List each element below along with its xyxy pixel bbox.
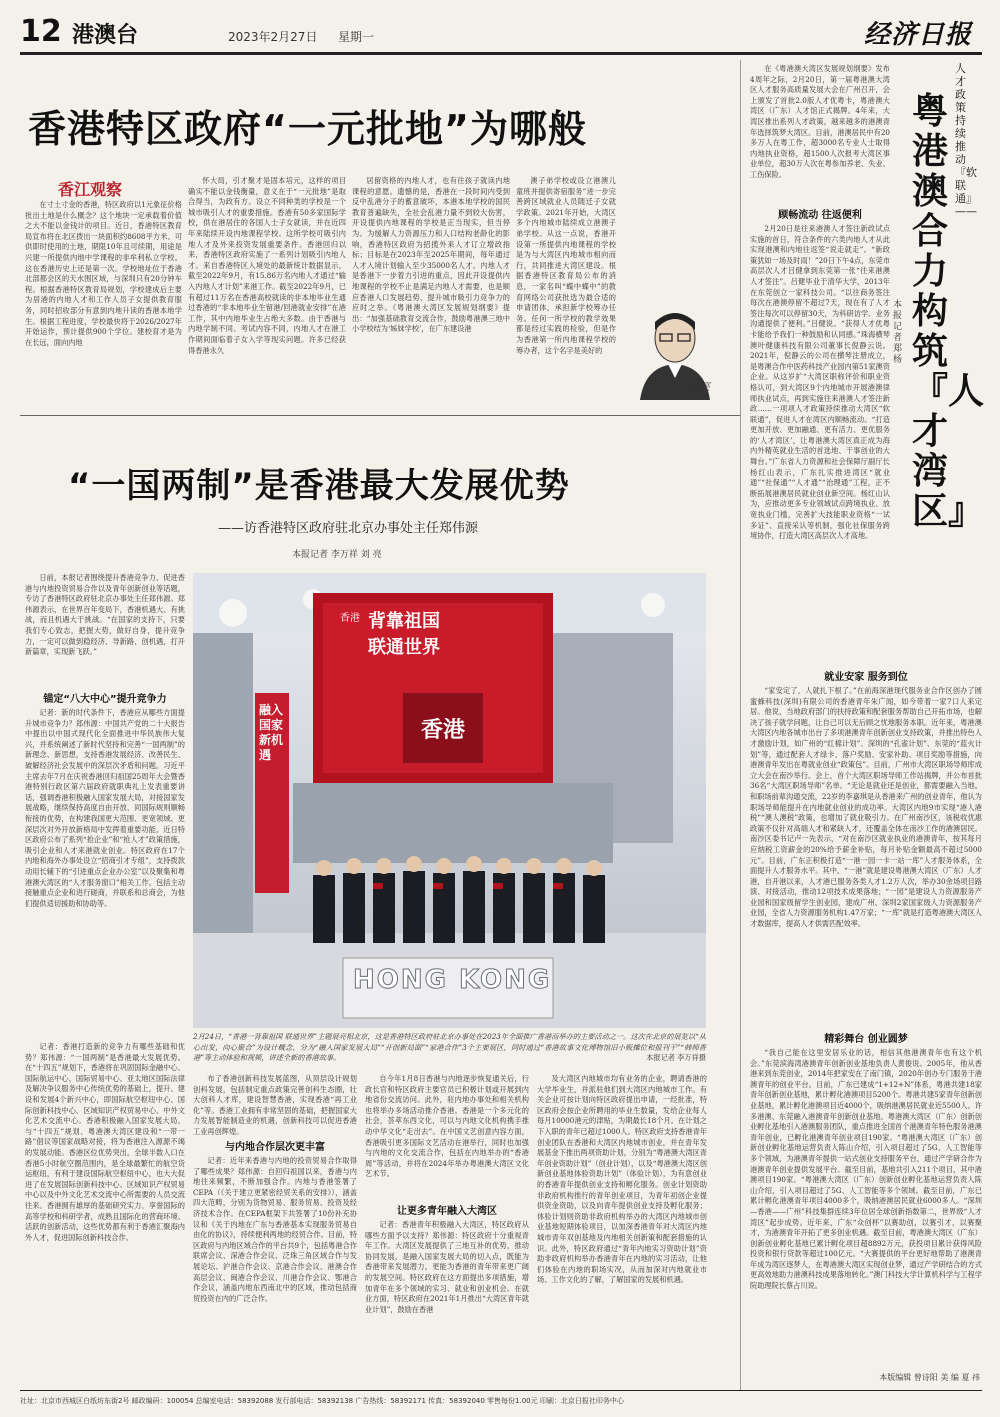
photo-caption (193, 1032, 706, 1072)
article2-sec1b-text: 记者：香港打造新的竞争力有哪些基础和优势？郑伟源：“一国两制”是香港最大发展优势。在“十四五”规划下，香港将在巩固国际金融中心、国际航运中心、国际贸易中心、亚太地区国际法律及解决争议服务中心传统优势的基础上，提升、建设和发展4个新兴中心，即国际航空枢纽中心、国际创新科技中心、区域知识产权贸易中心、中外文化艺术交流中心。香港积极融入国家发展大局，与“十四五”规划、粤港澳大湾区建设和“一带一路”倡议等国家战略对接，将为香港注入源源不竭的发展动能。香港区位优势突出，全球半数人口在香港5小时航空圈范围内，是全球最繁忙的航空货运枢纽，有利于建设国际航空枢纽中心，也大大促进了在发展国际创新科技中心、区域知识产权贸易中心以及中外文化艺术交流中心所需要的人员交流往来。香港拥有雄厚的基础研究实力、享誉国际的高等学校和科研学者，成熟且国际化的营商环境、活跃的创新活动，这些优势都有利于香港汇聚海内外人才，促进国际创新科技合作。 (25, 1042, 185, 1242)
article3-sec1-title: 顾畅流动 往返便利 (778, 210, 862, 221)
article2-sec1-text: 记者：新的时代条件下，香港应从哪些方面提升城市竞争力？郑伟源：中国共产党的二十大报告中提出以中国式现代化全面推进中华民族伟大复兴，并系统阐述了新时代坚持和完善“一国两制”的新理念、新思想，支持香港发展经济、改善民生、破解经济社会发展中的深层次矛盾和问题。习近平主席去年7月在庆祝香港回归祖国25周年大会暨香港特别行政区第六届政府就职典礼上发表重要讲话，强调香港积极融入国家发展大局，对接国家发展战略，继续保持高度自由开放、同国际规则顺畅衔接的优势，在构建我国更大范围、更宽领域、更深层次对外开放新格局中发挥着重要功能。近日特区政府公布了系列“抢企业”和“抢人才”政策措施，吸引企业和人才来港就业创业。特区政府在17个内地和海外办事处设立“招商引才专组”，支持拨款动用长辅下的“引进重点企业办公室”以及聚集和粤港澳大湾区的“人才服务窗口”相关工作，包括主动接触重点企业和进行磋商，并联系和总商会，为他们提供适切援助和协助等。 (25, 708, 185, 908)
article2-sec1-title: 锚定“八大中心”提升竞争力 (43, 694, 167, 705)
article3-sec3-title: 精彩舞台 创业圆梦 (824, 1034, 908, 1045)
masthead (20, 14, 982, 54)
article3-kicker (955, 62, 977, 218)
article3-sec2-title: 就业安家 服务到位 (824, 672, 908, 683)
photo-credit: 本报记者 李万祥摄 (646, 1053, 706, 1063)
article3-intro-text: 在《粤港澳大湾区发展规划纲要》发布4周年之际，2月20日，第一届粤港澳大湾区人才服务高质量发展大会在广州召开，会上颁发了首批2.0版人才优粤卡，粤港澳大湾区（广东）人才馆正式揭牌。4年来，大湾区推出系列人才政策，越来越多的港澳青年选择筑梦大湾区。目前，港澳居民中有20多万人在粤工作，超3000名专业人士取得内地执业资格，超1500人次报考大湾区事业单位，超30万人次在粤参加养老、失业、工伤保险。 (750, 64, 890, 179)
photo-caption-text: 2月24日，“香港一背靠祖国 联通世界”主题展亮相北京，这是香港特区政府驻北京办事处在2023年全面推广香港而举办的主要活动之一。这次在北京的展览以“从心出发，向心聚合”为设计概念，分为“融入国家发展大局”“开创新局面”“家港合作”3个主要展区，同时通过“香港故事文化博物馆旧小贩摊位和报刊干”“韩师香港”等主动体验和视频，讲述全新的香港故事。 (193, 1032, 706, 1063)
article1-headline: 香港特区政府“一元批地”为哪般 (28, 107, 587, 151)
page-number: 12 (20, 14, 62, 49)
column-tag: 香江观察 (58, 180, 123, 199)
sign-line2: 背靠祖国 (368, 611, 440, 632)
issue-date: 2023年2月27日 (228, 30, 318, 44)
article2-sec5-text: 及大湾区内地城市均有业务的企业，聘请香港的大学毕业生，并派驻他们到大湾区内地城市工作。有关企业可按计划向特区政府提出申请，一经批准，特区政府会按企业所聘用的毕业生数量，发给企业每人每月10000港元的津贴，为期最长18个月。在计划之下入职的青年已超过1000人。特区政府支持香港青年创业团队在香港和大湾区内地城市创业，并在青年发展基金下推出两项资助计划，分别为“粤港澳大湾区青年创业资助计划”（创业计划），以及“粤港澳大湾区创新创业基地体验资助计划”（体验计划），为有意创业的香港青年提供创业支持和孵化服务。创业计划资助非政府机构推行的青年创业项目，为青年初创企业提供资金资助，以及向青年提供创业支持及孵化服务；体验计划则资助非政府机构举办的大湾区内地城市创业基地短期体验项目，以加深香港青年对大湾区内地城市青年双创基地及内地相关创新策和配套措施的认识。此外，特区政府通过“青年内地实习资助计划”资助非政府机构举办香港青年在内地的实习活动，让他们体验在内地的职场实况，从而加深对内地就业市场、工作文化的了解，了解国家的发展和机遇。 (537, 1074, 707, 1285)
article2-sec4-title: 让更多青年融入大湾区 (397, 1206, 497, 1217)
article2-sec2-lead (193, 1074, 357, 1136)
sign-line1: 香港 (340, 613, 360, 624)
article1-col3-text: 居留资格的内地人才，也有往孩子就读内地课程的意愿。遗憾的是，香港在一段时间内受到反中乱港分子的蓄意破坏，本港本地学校的国民教育普遍缺失，全社会乱港力量不到较大伤害，开设提供内地课程的学校是正当现实，但当停为。为缓解人力资源压力和人口结构老龄化的影响，香港特区政府为招揽外来人才订立增政指标；目标是在2023年至2025年期间，每年通过人才入境计划输入至少35000名人才。内地人才是香港下一步着力引进的重点，因此开设提供内地课程的学校不止是满足内地人才需要，也是顺应香港人口发展趋势、提升城市吸引力竞争力的应时之举。《粤港澳大湾区发展规划纲要》提出：“加强基础教育交流合作，鼓励粤港澳三地中小学校结为‘姊妹学校’，在广东建设港 (352, 176, 510, 334)
article3-headline-text: 粤港澳合力构筑『人才湾区』 (912, 91, 985, 532)
article2-sec2 (193, 1156, 357, 1386)
article3-sec2 (750, 686, 982, 1014)
newspaper-logo: 经济日报 (863, 20, 972, 50)
article3-sec3-text: “我自己能在这里安居乐业的话，相信其他港澳青年也有这个机会。”东莞滨海湾港澳青年创新创业基地负责人黄俊说。2005年，他从香港来到东莞创业，2014年把家安在了南门镇，2020年创办专门服务于港澳青年的创业平台。目前，广东已建成“1+12+N”体系，粤港共建18家青年创新创业基地，累计孵化港澳项目5200个。粤港共建5家青年创新创业基地，累计孵化港澳项目近4000个，吸纳港澳居民就业近5500人。许多港澳、东莞融入港澳青年创新创业基地。粤港澳大湾区（广东）创新创业孵化基地引入港澳服务团队，重点推进全国首个港澳青年特色服务港澳青年创业，已孵化港澳青年创业项目190家。“粤港澳大湾区（广东）创新创业孵化基地运营负责人陈山介绍，引入项目超过了5G、人工智能等多个领域，为港澳青年提供一站式创业支持服务平台，通过产学研合作为港澳青年创业提供发展平台。截至目前，基地共引入211个项目，其中港澳项目190家。“粤港澳大湾区（广东）创新创业孵化基地运营负责人陈山介绍，引入项目超过了5G、人工智能等多个领域。截至目前，广东已累计孵化港澳青年项目4000多个，吸纳港澳居民就业6000多人。“深圳—香港——广州”科技集群连续3年位居全球创新指数第二，世界级“人才湾区”起步成势。近年来，广东“众创杯”以赛助创，以赛引才，以赛聚才，为港澳青年开拓了更多创业机遇。截至目前，粤港澳大湾区（广东）创新创业孵化基地已累计孵化项目超8892万元，获投项目累计获得风险投资和银行贷款等超过100亿元。“大赛提供的平台更好地帮助了港澳青年成为湾区逐梦人，在粤港澳大湾区实现创业梦，通过产学研结合的方式更高效地助力港澳科技成果落地转化。”澳门科技大学计算机科学与工程学院助理院长蔡占川说。 (750, 1048, 982, 1291)
author-portrait (620, 300, 730, 400)
article3-intro (750, 64, 890, 190)
article3-sec1-text: 2月20日是往来港澳人才签注新政试点实施的首日，符合条件的六类内地人才从此实现港澳和内地往返签“说走就走”。“新政策犹如一场及时雨！”20日下午4点，东莞市高层次人才吕健拿到东莞第一张“往来港澳人才签注”。吕健毕业于清华大学，2013年在东莞创立一家科技公司。“以往商务签注每次在港澳停留不超过7天，现在有了人才签注每次可以停留30天，为科研访学、业务沟通提供了便利。”吕健说。“获得人才优粤卡能给予我们一种鼓励和认同感。”珠海横琴澳叶健康科技有限公司董事长倪静云说。2021年，倪静云的公司在横琴注册成立，是粤澳合作中医药科技产业园内第51家澳资企业。从这岁扩“大湾区职称评价和职业资格认可，到大湾区9个内地城市开展港澳律师执业试点，再到实施往来港澳人才签注新政……一项项人才政策持续推动大湾区“软联通”，促进人才在湾区内顺畅流动。“打造更加开放、更加融通、更有活力、更优服务的‘人才湾区’，让粤港澳大湾区真正成为海内外精英就业生活的首选地、干事创业的大舞台。”广东省人力资源和社会保障厅副厅长杨红山表示，广东扎实推进湾区“就业通”“社保通”“人才通”“治理通”工程，正不断拓展港澳居民就业创业新空间。杨红山认为，应推动更多专业领域试点跨境执业、放宽执业门槛，完善扩大技能职业资格“一试多证”、直接采认等机制，强化社保服务跨境协作，打造大湾区高层次人才高地。 (750, 224, 890, 541)
article3-sec2-text: “家安定了，人就扎下根了。”在前海深港现代服务业合作区创办了圆蜜蜂科技(深圳)有限公司的香港青年朱广闻，如今带着一家7口人来定居。他说，当地政府部门的扶持政策和配套服务帮助自己开拓市场，也解决了孩子就学问题，让自己可以无后顾之忧地服务本职。近年来，粤港澳大湾区内地各城市出台了多项港澳青年创新创业支持政策，并推出特色人才激励计划，如广州的“红棉计划”、深圳的“孔雀计划”、东莞的“蓝火计划”等，通过配套人才绿卡、落户奖励、安家补助、项目奖励等措施，向港澳青年发出在粤就业创业“政策包”。目前，广州市大湾区职场导师库成立大会在南沙举行。会上，首个大湾区职场导师工作站揭牌，并公布首批36名“大湾区职场导师”名单。“无论是就业还是创业，都需要融入当地。和职场前辈沟通交流，22岁的李嘉琪是从香港来广州的创业青年，他认为职场导师能提升在内地就业创业的成功率。大湾区内地9市实现“港人港税”“澳人澳税”政策，也增加了就业吸引力。在广州南沙区，该税收优惠政策不仅针对高端人才和紧缺人才，还覆盖全体在南沙工作的港澳居民。南沙区委书记卢一先表示，“对在南沙区就业执业的港澳青年，按其每月应纳税工资薪金的20%给予薪金补贴，每月补贴金额最高不超过5000元”。目前，广东正积极打造“一港一园一卡一站一库”人才服务体系，全面提升人才服务水平。其中，“一港”就是建设粤港澳大湾区（广东）人才港，自开港以来，人才港已服务各类人才1.2万人次，举办30余场项目路演、对接活动，推动12项技术成果落地；“一园”是建设人力资源服务产业园和国家级留学生创业园，建成广州、深圳2家国家级人力资源服务产业园，全省人力资源服务机构1.47万家；“一库”就是打造粤港澳大湾区人才数据库，提高人才供需匹配效率。 (750, 686, 982, 929)
article2-byline: 本报记者 李万祥 刘 亮 (292, 550, 382, 560)
event-photo (193, 573, 706, 1028)
page-vertical-divider (740, 60, 741, 1390)
article2-sec1 (25, 708, 185, 1038)
issue-weekday: 星期一 (338, 30, 375, 44)
article1-col1 (25, 200, 182, 400)
footer-rule (20, 1390, 982, 1391)
article2-sec2-text: 记者：近年来香港与内地的投资贸易合作取得了哪些成果？郑伟源：自回归祖国以来，香港与内地往来频繁，不断加强合作。内地与香港签署了CEPA（《关于建立更紧密经贸关系的安排》），涵盖四大范畴，分别为货物贸易、服务贸易、投资及经济技术合作。在CEPA框架下共签署了10份补充协议和《关于内地在广东与香港基本实现服务贸易自由化的协议》，持续便利两地的经贸合作。目前，特区政府与内地区域合作的平台共9个，包括粤港合作联席会议、深港合作会议、泛珠三角区域合作与发展论坛、沪港合作会议、京港合作会议、港澳合作高层会议、闽港合作会议、川港合作会议、鄂港合作会议，涵盖内地东西南北中的区域，推动包括商贸投资在内的广泛合作。 (193, 1156, 357, 1303)
article3-byline (893, 300, 905, 366)
article2-sec4-text: 记者：香港青年积极融入大湾区，特区政府从哪些方面予以支持？郑伟源：特区政府十分重视青年工作。大湾区发展提供了三地互补的优势，推动协同发展，是融入国家发展大局的切入点，既能为香港带来发展潜力，更能为香港的青年带来更广阔的发展空间。特区政府在这方面提出多项措施，增加青年在多个领域的实习、就业和创业机会。在就业方面，特区政府在2021年1月推出“大湾区青年就业计划”，鼓励在香港 (365, 1220, 529, 1314)
sign-line3: 联通世界 (368, 637, 440, 658)
article3-sec3 (750, 1048, 982, 1368)
article2-intro-text: 日前，本报记者围绕提升香港竞争力、促进香港与内地投资贸易合作以及青年创新创业等话题，专访了香港特区政府驻北京办事处主任郑伟源。郑伟源表示，在世界百年变局下，香港机遇大、有挑战，而且机遇大于挑战。“在国家的支持下，只要我们专心致志，把握大势，做好自身，提升竞争力，一定可以做到稳经济、导新路、创机遇，打开新篇章，实现新飞跃。” (25, 573, 185, 657)
article1-col4 (516, 176, 616, 400)
article2-intro (25, 573, 185, 683)
floor-sign-hk: HONG KONG (353, 965, 552, 995)
section-name: 港澳台 (72, 23, 139, 48)
article2-sec4 (365, 1220, 529, 1386)
masthead-rule (20, 52, 982, 55)
article3-kicker-text: 人才政策持续推动『软联通』—— (955, 62, 977, 218)
article2-sec3 (365, 1074, 529, 1194)
article1-col3 (352, 176, 510, 400)
editor-credit: 本版编辑 曾诗阳 美 编 夏 祎 (879, 1373, 980, 1382)
article1-col1-text: 在寸土寸金的香港，特区政府以1元象征价格批出土地是什么概念？这个地块一定承载着价值之大不能以金钱计的项目。近日，香港特区教育局宣布将在北区拨出一块面积约8608平方米、可供即时使用的土地，期限10年且可续期，用途是兴建一所提供内地中学课程的非牟利私立学校。这在香港历史上还是第一次。学校地址位于香港北部都会区的天水围区域，与深圳只有20分钟车程。根据香港特区教育局规划，学校建成后主要为居港的内地人才和工作人员子女提供教育服务，同时招收部分有意到内地升读的香港本地学生。根据工程进度，学校最快将于2026/2027年开始运作，预计提供900个学位。建校育才是为在长远，面向内地 (25, 200, 182, 347)
article2-sec2-title: 与内地合作层次更丰富 (225, 1142, 325, 1153)
article2-headline: “一国两制”是香港最大发展优势 (68, 466, 570, 506)
article1-col4-text: 澳子弟学校或设立港澳儿童班并提供寄宿服务”进一步完善跨区域就业人员随迁子女就学政策。2021年开始，大湾区多个内地城市陆续成立港澳子弟学校。从这一点说，香港开设第一所提供内地课程的学校是为与大湾区内地城市相向而行，共同推进大湾区建设。根据香港特区教育局公布的消息，一家名叫“蝶中蝶中”的教育网络公司获批选为最合适的申请团体，承担新学校筹办任务。任何一所学校的教学效果都是经过实践的检验，但是作为香港第一所内地课程学校的筹办者，这个名字是美好的 (516, 176, 616, 355)
article1-col2 (188, 176, 346, 400)
footer-info: 社址：北京市西城区白纸坊东街2号 邮政编码：100054 总编室电话：58392088 发行部电话：58392138 广告热线：58392171 传真：58392040 零售每份1.00元 印刷：北京日报社印务中心 (20, 1397, 624, 1405)
article2-sec1b (25, 1042, 185, 1385)
article3-sec1-a (750, 224, 890, 654)
article2-subtitle: ——访香港特区政府驻北京办事处主任郑伟源 (218, 521, 479, 536)
sign-hk-cn: 香港 (421, 718, 466, 743)
author-signature: 刘亮 (690, 382, 710, 393)
article2-sec5 (537, 1074, 707, 1386)
article1-divider (20, 415, 740, 416)
article2-sec3-text: 自今年1月8日香港与内地逐步恢复通关后，行政长官和特区政府主要官员已积极计划或开展到内地省份交流访问。此外，驻内地办事处和相关机构也将举办多场活动推介香港。香港是一个多元化的社会，荟萃东西文化，可以与内地文化机构携手推动中华文化“走出去”。在中国文艺创意内容方面，香港吸引更多国际文艺活动在港举行，同时也加强与内地的文化交流合作，包括在内地举办的“香港周”等活动，并将在2024年举办粤港澳大湾区文化艺术节。 (365, 1074, 529, 1179)
sign-panel: 融入国家新机遇 (259, 703, 284, 762)
article2-sec2-lead-text: 布了香港创新科技发展蓝图，从顶层设计规划创科发展，包括制定重点政策完善创科生态圈，壮大创科人才库，建设智慧香港，实现香港“再工业化”等。香港工业拥有非常坚固的基础，把握国家大力发展智能制造业的机遇，创新科技可以促进香港工业再创辉煌。 (193, 1074, 357, 1136)
article3-byline-text: 本报记者 郑 杨 (893, 300, 903, 365)
article1-col2-text: 怀大局，引才聚才是固本培元，这样的项目确实不能以金钱衡量，意义在于“一元批地”是取合得当，为政有方。设立不同种类的学校是一个城市吸引人才的重要措施。香港有50多家国际学校，供在港居住的各国人士子女就读，并在近四年来陆续开设内地课程学校。这所学校可吸引内地人才及外来投资发展重要条件。香港回归以来，香港特区政府实施了一系列计划吸引内地人才。来自香港特区入境处的最新统计数据显示，截至2022年9月，有15.86万名内地人才通过“输入内地人才计划”来港工作。截至2022年9月，已有超过11万名在香港高校就读的非本地毕业生通过香港的“非本地毕业生留港/回港就业安排”在港工作，其中内地毕业生占绝大多数。由于香港与内地学制不同、考试内容不同，内地人才在港工作期间面临着子女入学等现实问题。许多已经获得香港永久 (188, 176, 346, 355)
